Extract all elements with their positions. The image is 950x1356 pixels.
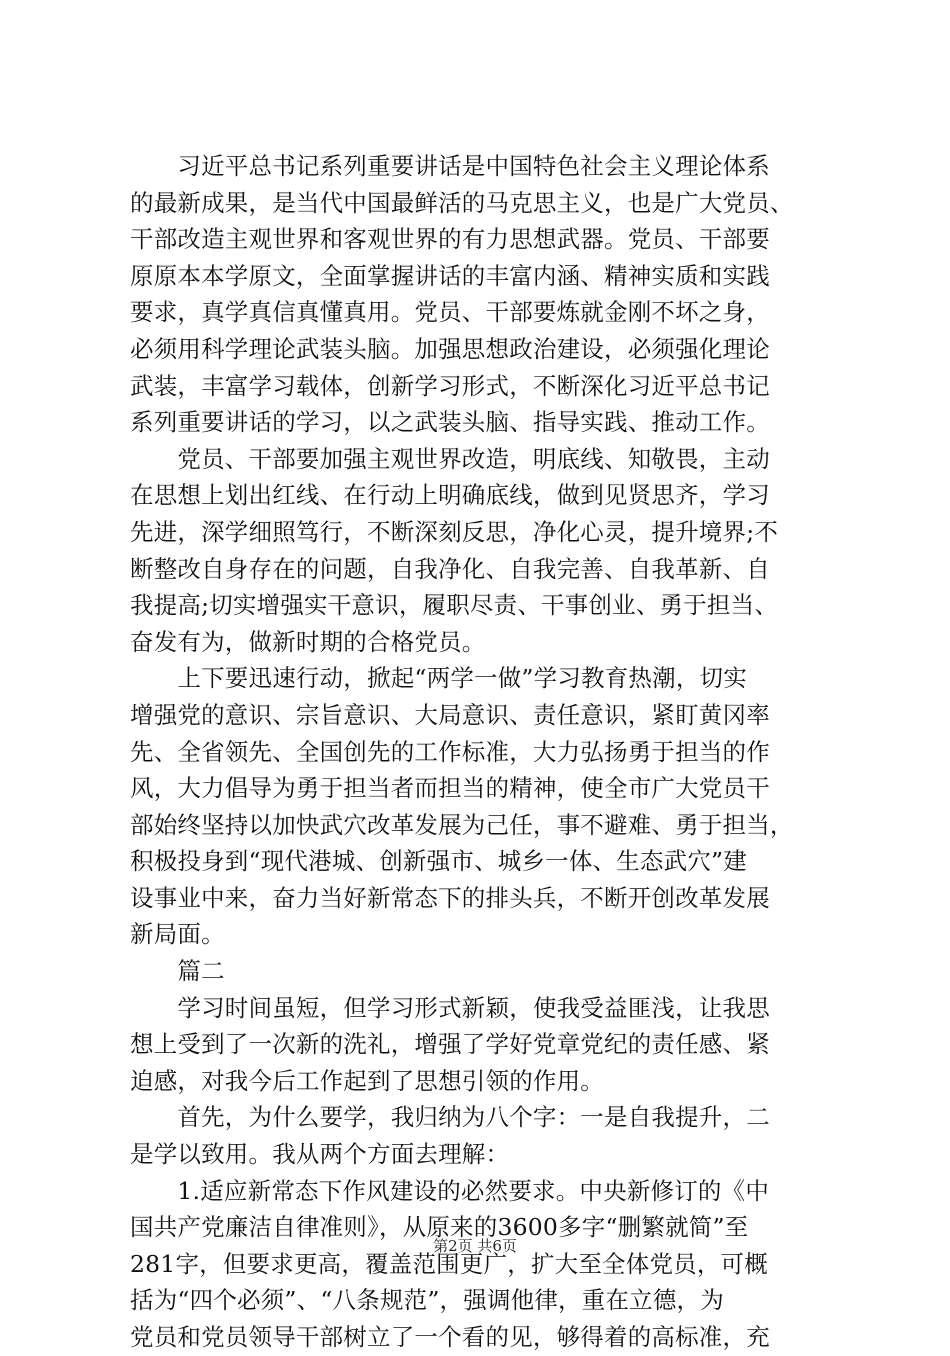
text-line: 我提高;切实增强实干意识，履职尽责、干事创业、勇于担当、	[130, 591, 779, 620]
text-line: 学习时间虽短，但学习形式新颖，使我受益匪浅，让我思	[130, 993, 770, 1022]
text-line: 1.适应新常态下作风建设的必然要求。中央新修订的《中	[130, 1176, 770, 1205]
text-line: 是学以致用。我从两个方面去理解：	[130, 1140, 510, 1169]
text-line: 必须用科学理论武装头脑。加强思想政治建设，必须强化理论	[130, 334, 770, 363]
text-line: 先、全省领先、全国创先的工作标准，大力弘扬勇于担当的作	[130, 737, 770, 766]
text-line: 括为“四个必须”、“八条规范”，强调他律，重在立德，为	[130, 1286, 724, 1315]
text-line: 习近平总书记系列重要讲话是中国特色社会主义理论体系	[130, 152, 770, 180]
text-line: 上下要迅速行动，掀起“两学一做”学习教育热潮，切实	[130, 664, 747, 693]
text-line: 国共产党廉洁自律准则》，从原来的3600多字“删繁就简”至	[130, 1213, 749, 1242]
text-line: 先进，深学细照笃行，不断深刻反思，净化心灵，提升境界;不	[130, 517, 779, 546]
page-footer: 第2页 共6页	[433, 1237, 517, 1255]
text-line: 想上受到了一次新的洗礼，增强了学好党章党纪的责任感、紧	[130, 1030, 770, 1059]
text-line: 首先，为什么要学，我归纳为八个字：一是自我提升，二	[130, 1103, 770, 1132]
text-line: 干部改造主观世界和客观世界的有力思想武器。党员、干部要	[130, 225, 770, 254]
text-line: 在思想上划出红线、在行动上明确底线，做到见贤思齐，学习	[130, 481, 770, 510]
text-line: 积极投身到“现代港城、创新强市、城乡一体、生态武穴”建	[130, 847, 747, 876]
text-line: 奋发有为，做新时期的合格党员。	[130, 627, 486, 656]
text-line: 增强党的意识、宗旨意识、大局意识、责任意识，紧盯黄冈率	[130, 700, 770, 729]
text-line: 的最新成果，是当代中国最鲜活的马克思主义，也是广大党员、	[130, 188, 794, 217]
text-line: 迫感，对我今后工作起到了思想引领的作用。	[130, 1066, 604, 1095]
text-line: 武装，丰富学习载体，创新学习形式，不断深化习近平总书记	[130, 371, 770, 400]
text-line: 部始终坚持以加快武穴改革发展为己任，事不避难、勇于担当，	[130, 810, 794, 839]
text-line: 党员、干部要加强主观世界改造，明底线、知敬畏，主动	[130, 444, 770, 473]
text-line: 要求，真学真信真懂真用。党员、干部要炼就金刚不坏之身，	[130, 298, 770, 327]
text-line: 281字，但要求更高，覆盖范围更广，扩大至全体党员，可概	[130, 1249, 768, 1278]
text-line: 风，大力倡导为勇于担当者而担当的精神，使全市广大党员干	[130, 774, 770, 803]
text-line: 设事业中来，奋力当好新常态下的排头兵，不断开创改革发展	[130, 883, 770, 912]
text-line: 原原本本学原文，全面掌握讲话的丰富内涵、精神实质和实践	[130, 261, 770, 290]
document-body	[130, 148, 830, 1356]
text-line: 系列重要讲话的学习，以之武装头脑、指导实践、推动工作。	[130, 408, 770, 437]
text-line: 新局面。	[130, 920, 225, 949]
text-line: 篇二	[130, 957, 225, 986]
text-line: 断整改自身存在的问题，自我净化、自我完善、自我革新、自	[130, 554, 770, 583]
text-line: 党员和党员领导干部树立了一个看的见，够得着的高标准，充	[130, 1323, 770, 1351]
